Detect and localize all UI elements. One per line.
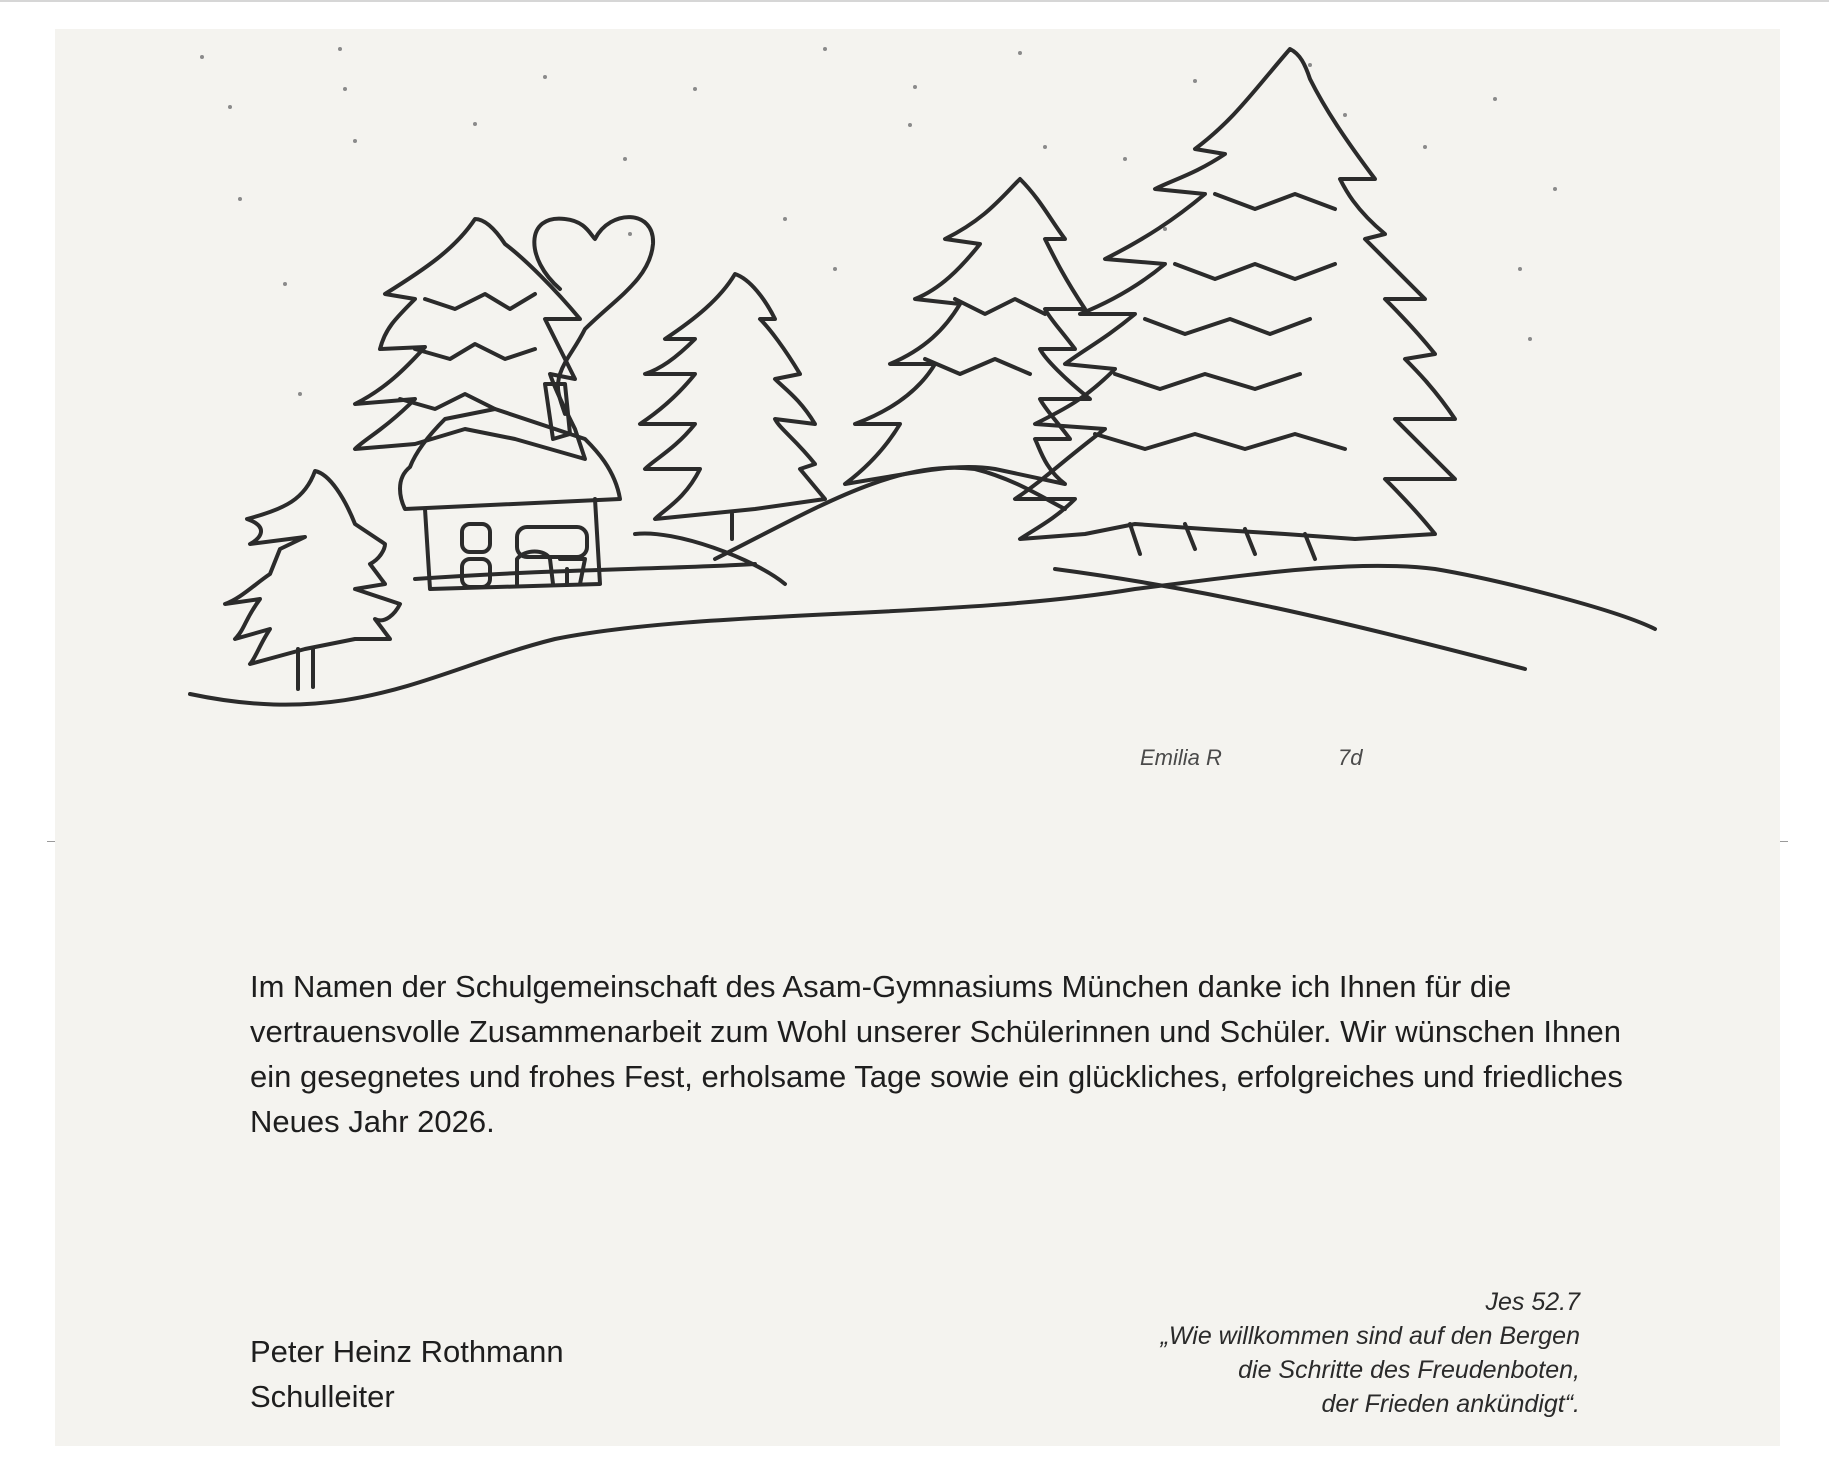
fold-mark-left	[47, 841, 55, 842]
middle-pine-tree	[640, 274, 825, 539]
right-slope	[1055, 569, 1525, 669]
greeting-message: Im Namen der Schulgemeinschaft des Asam-Gymnasiums München danke ich Ihnen für die vertrauensvolle Zusammenarbeit zum Wohl unserer Schülerinnen und Schüler. Wir wünschen Ihnen ein gesegnetes und frohes Fest, erholsame Tage sowie ein glückliches, erfolgreiches und friedliches Neues Jahr 2026.	[250, 969, 1623, 1139]
bible-quote	[1161, 1285, 1580, 1421]
house	[400, 384, 620, 589]
quote-reference: Jes 52.7	[1485, 1288, 1580, 1316]
middle-hill	[715, 468, 1065, 559]
quote-line: der Frieden ankündigt“.	[1321, 1390, 1580, 1418]
greeting-card	[55, 29, 1780, 1446]
snowflakes	[200, 47, 1557, 396]
winter-landscape-drawing	[55, 29, 1780, 849]
signer-name: Peter Heinz Rothmann	[250, 1334, 564, 1369]
signer-role: Schulleiter	[250, 1379, 395, 1414]
top-divider	[0, 0, 1829, 2]
quote-line: „Wie willkommen sind auf den Bergen	[1160, 1322, 1580, 1350]
artist-name: Emilia R	[1140, 745, 1222, 770]
artist-class: 7d	[1338, 745, 1363, 770]
signature-block	[250, 1329, 564, 1419]
quote-line: die Schritte des Freudenboten,	[1238, 1356, 1580, 1384]
small-pine-tree	[225, 471, 400, 689]
small-hill	[635, 533, 785, 584]
fold-mark-right	[1780, 841, 1788, 842]
foreground-hill	[190, 566, 1655, 705]
center-pine-tree	[845, 179, 1090, 484]
